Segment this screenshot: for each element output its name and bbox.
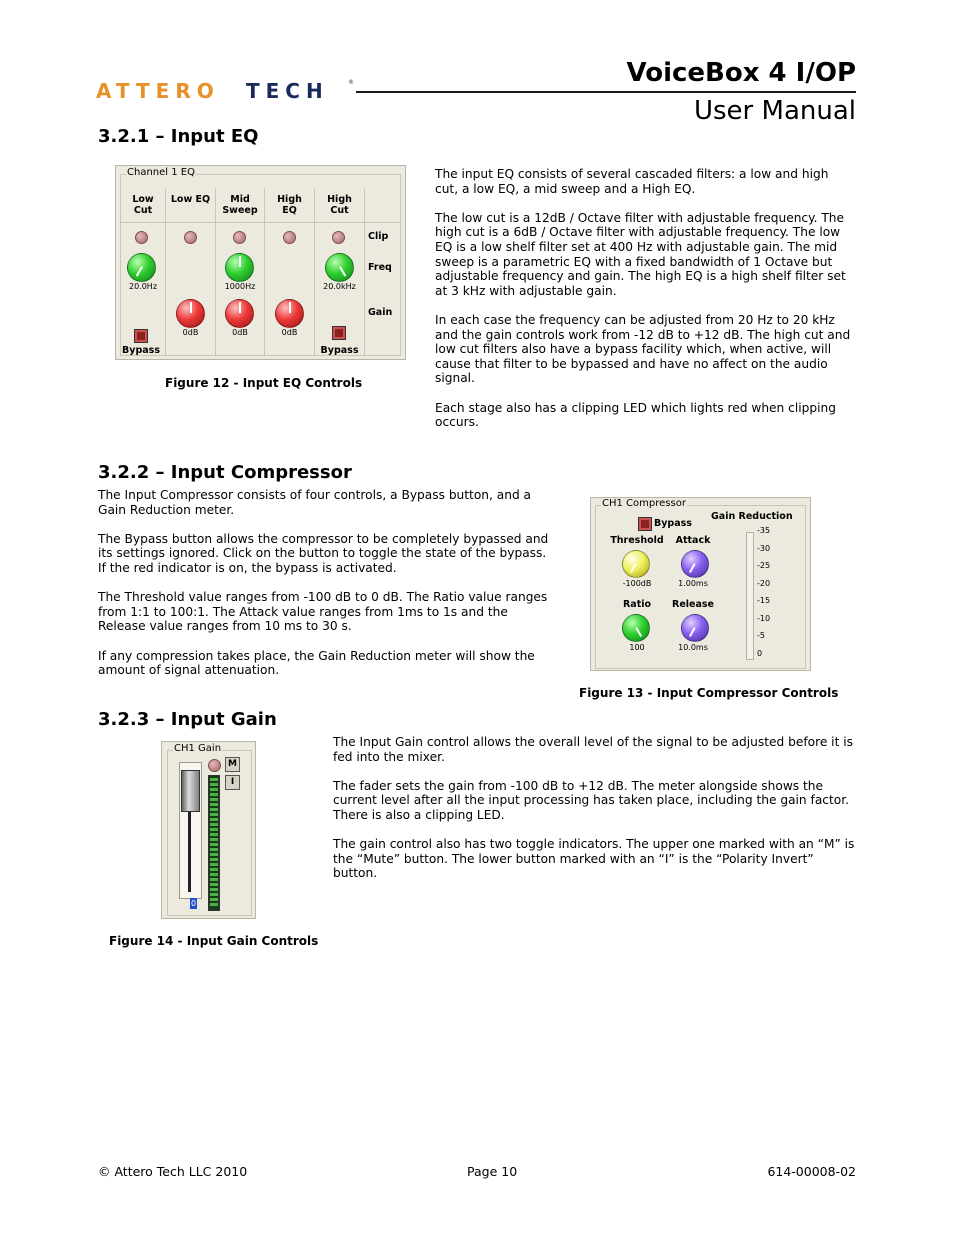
high-cut-bypass-button[interactable] [332, 326, 346, 340]
svg-text:TECH: TECH [246, 79, 329, 103]
gain-fader-handle[interactable] [181, 770, 200, 812]
gain-reduction-tick: -35 [757, 526, 771, 535]
mid-sweep-freq-knob[interactable] [225, 253, 254, 282]
compressor-panel-title: CH1 Compressor [602, 498, 686, 509]
level-meter-segment [210, 883, 218, 886]
level-meter-segment [210, 858, 218, 861]
eq-description [435, 167, 855, 444]
low-eq-gain-value: 0dB [182, 328, 199, 337]
attack-value: 1.00ms [678, 579, 708, 588]
mid-sweep-freq-value: 1000Hz [224, 282, 256, 291]
compressor-bypass-button[interactable] [638, 517, 652, 531]
level-meter-segment [210, 873, 218, 876]
compressor-paragraph: The Threshold value ranges from -100 dB to 0 dB. The Ratio value ranges from 1:1 to 100:1. The Attack value ranges from 1ms to 1s and the Release value ranges from 10 ms to 30 s. [98, 590, 548, 634]
polarity-invert-button[interactable]: I [225, 775, 240, 790]
header-rule [356, 91, 856, 93]
eq-paragraph: The low cut is a 12dB / Octave filter with adjustable frequency. The high cut is a 6dB / Octave filter with adjustable frequency. The low EQ is a low shelf filter set at 400 Hz with adjustable gain. The mid sweep is a parametric EQ with a fixed bandwidth of 1 Octave but adjustable frequency and gain. The high EQ is a high shelf filter set at 3 kHz with adjustable gain. [435, 210, 846, 298]
level-meter-segment [210, 818, 218, 821]
mid-sweep-gain-value: 0dB [232, 328, 248, 337]
attero-tech-logo [96, 76, 356, 106]
ratio-value: 100 [629, 643, 645, 652]
compressor-bypass-label: Bypass [654, 518, 692, 529]
level-meter-segment [210, 813, 218, 816]
threshold-value: -100dB [622, 579, 652, 588]
level-meter-segment [210, 843, 218, 846]
gain-reduction-tick: -5 [757, 631, 765, 640]
level-meter-segment [210, 798, 218, 801]
eq-panel-title: Channel 1 EQ [127, 167, 195, 178]
eq-col-low-cut: Low Cut [132, 194, 154, 216]
gain-panel-title: CH1 Gain [174, 743, 222, 754]
gain-paragraph: The fader sets the gain from -100 dB to +12 dB. The meter alongside shows the current level after all the input processing has taken place, including the gain factor. There is also a clipping LED. [333, 778, 849, 822]
release-knob[interactable] [681, 614, 709, 642]
gain-level-meter [208, 775, 220, 911]
low-cut-bypass-label: Bypass [122, 345, 160, 356]
gain-clip-led [208, 759, 221, 772]
section-heading-input-compressor: 3.2.2 – Input Compressor [98, 462, 352, 483]
eq-col-low-eq: Low EQ [170, 194, 211, 205]
attack-knob[interactable] [681, 550, 709, 578]
low-eq-gain-knob[interactable] [176, 299, 205, 328]
high-eq-gain-value: 0dB [281, 328, 298, 337]
release-value: 10.0ms [678, 643, 708, 652]
gain-reduction-tick: -15 [757, 596, 771, 605]
gain-reduction-meter [746, 532, 754, 660]
high-cut-bypass-label: Bypass [320, 345, 359, 356]
section-heading-input-eq: 3.2.1 – Input EQ [98, 126, 259, 147]
footer-document-number: 614-00008-02 [767, 1164, 856, 1179]
high-cut-freq-knob[interactable] [325, 253, 354, 282]
level-meter-segment [210, 838, 218, 841]
gain-reduction-tick: -20 [757, 578, 771, 588]
gain-value: 0 [190, 899, 197, 908]
ratio-knob[interactable] [622, 614, 650, 642]
high-cut-freq-value: 20.0kHz [323, 282, 356, 291]
level-meter-segment [210, 868, 218, 871]
eq-paragraph: Each stage also has a clipping LED which lights red when clipping occurs. [435, 400, 836, 430]
gain-reduction-tick: -10 [757, 613, 771, 623]
low-cut-bypass-button[interactable] [134, 329, 148, 343]
level-meter-segment [210, 793, 218, 796]
gain-reduction-tick: -30 [757, 543, 771, 553]
eq-row-clip: Clip [368, 231, 389, 242]
svg-text:ATTERO: ATTERO [96, 79, 220, 103]
compressor-paragraph: The Bypass button allows the compressor to be completely bypassed and its settings ignored. Click on the button to toggle the state of the bypass. If the red indicator is on, the bypass is activated. [98, 531, 549, 575]
eq-row-freq: Freq [368, 262, 392, 273]
high-eq-gain-knob[interactable] [275, 299, 304, 328]
figure-13-caption: Figure 13 - Input Compressor Controls [579, 686, 839, 700]
document-subtitle: User Manual [693, 96, 856, 126]
gain-reduction-tick: -25 [757, 561, 771, 570]
level-meter-segment [210, 778, 218, 781]
eq-panel-figure [115, 165, 406, 360]
clip-led-high-eq [283, 231, 296, 244]
gain-reduction-label: Gain Reduction [711, 511, 793, 522]
level-meter-segment [210, 863, 218, 866]
threshold-label: Threshold [610, 535, 664, 546]
document-title: VoiceBox 4 I/OP [626, 58, 856, 88]
section-heading-input-gain: 3.2.3 – Input Gain [98, 709, 277, 730]
clip-led-high-cut [332, 231, 345, 244]
release-label: Release [672, 599, 714, 610]
compressor-paragraph: If any compression takes place, the Gain Reduction meter will show the amount of signal attenuation. [98, 648, 535, 678]
low-cut-freq-knob[interactable] [127, 253, 156, 282]
compressor-panel-figure [590, 497, 811, 671]
svg-text:®: ® [348, 79, 354, 86]
eq-col-high-eq: High EQ [277, 194, 302, 216]
level-meter-segment [210, 783, 218, 786]
ratio-label: Ratio [622, 599, 652, 610]
level-meter-segment [210, 823, 218, 826]
level-meter-segment [210, 788, 218, 791]
clip-led-low-eq [184, 231, 197, 244]
gain-panel-figure [161, 741, 256, 919]
compressor-description [98, 488, 550, 692]
clip-led-low-cut [135, 231, 148, 244]
attack-label: Attack [675, 535, 711, 546]
level-meter-segment [210, 848, 218, 851]
level-meter-segment [210, 833, 218, 836]
figure-12-caption: Figure 12 - Input EQ Controls [165, 376, 363, 390]
level-meter-segment [210, 898, 218, 901]
eq-col-mid-sweep: Mid Sweep [222, 194, 258, 216]
eq-row-gain: Gain [368, 307, 393, 318]
level-meter-segment [210, 888, 218, 891]
mid-sweep-gain-knob[interactable] [225, 299, 254, 328]
mute-button[interactable]: M [225, 757, 240, 772]
figure-14-caption: Figure 14 - Input Gain Controls [109, 934, 319, 948]
footer-page-number: Page 10 [467, 1164, 518, 1179]
level-meter-segment [210, 878, 218, 881]
clip-led-mid-sweep [233, 231, 246, 244]
gain-reduction-tick: 0 [757, 648, 763, 658]
level-meter-segment [210, 893, 218, 896]
low-cut-freq-value: 20.0Hz [128, 282, 158, 291]
gain-description [333, 735, 857, 896]
level-meter-segment [210, 903, 218, 906]
threshold-knob[interactable] [622, 550, 650, 578]
eq-paragraph: In each case the frequency can be adjusted from 20 Hz to 20 kHz and the gain controls work from -12 dB to +12 dB. The high cut and low cut filters also have a bypass facility which, when active, will cause that filter to be bypassed and have no affect on the audio signal. [435, 312, 851, 386]
level-meter-segment [210, 803, 218, 806]
level-meter-segment [210, 828, 218, 831]
footer-copyright: © Attero Tech LLC 2010 [98, 1164, 248, 1179]
eq-paragraph: The input EQ consists of several cascaded filters: a low and high cut, a low EQ, a mid sweep and a High EQ. [435, 167, 829, 196]
eq-col-high-cut: High Cut [327, 194, 352, 216]
level-meter-segment [210, 853, 218, 856]
gain-paragraph: The gain control also has two toggle indicators. The upper one marked with an “M” is the “Mute” button. The lower button marked with an “I” is the “Polarity Invert” button. [333, 837, 855, 881]
level-meter-segment [210, 808, 218, 811]
compressor-paragraph: The Input Compressor consists of four controls, a Bypass button, and a Gain Reduction meter. [98, 488, 532, 517]
gain-paragraph: The Input Gain control allows the overall level of the signal to be adjusted before it is fed into the mixer. [333, 735, 853, 764]
